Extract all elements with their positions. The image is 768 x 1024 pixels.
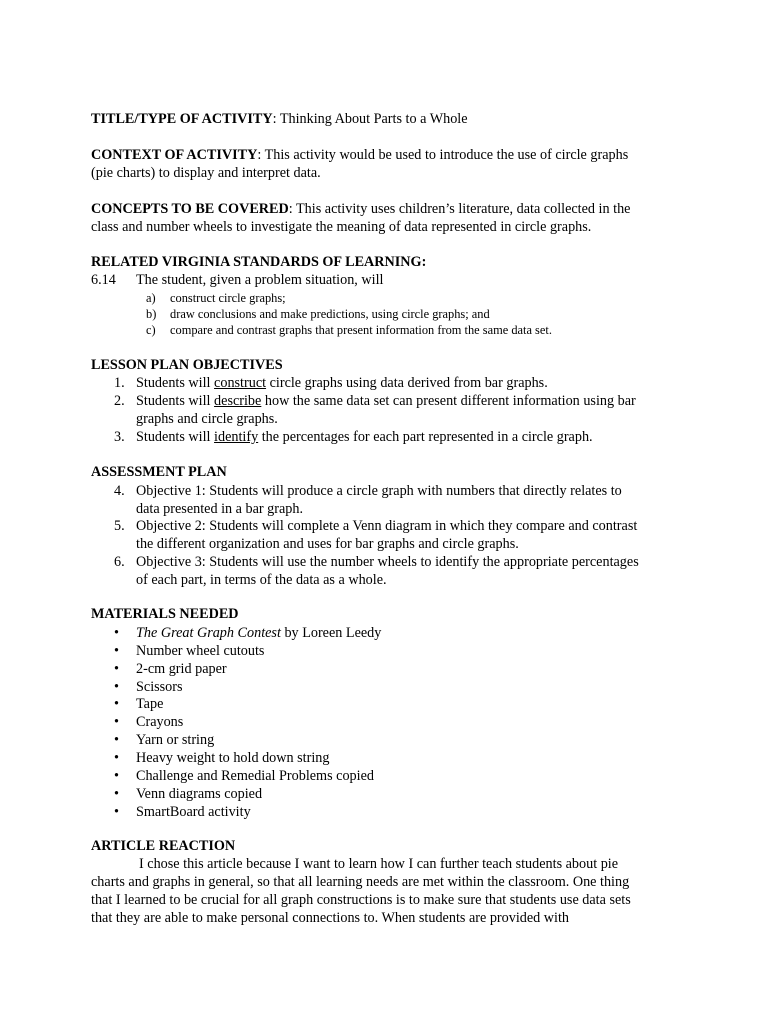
- objective-2-continued: graphs and circle graphs.: [136, 411, 278, 427]
- material-bullet: •: [114, 661, 119, 677]
- material-item: Tape: [136, 696, 164, 712]
- assessment-4-line-2: data presented in a bar graph.: [136, 501, 304, 517]
- reaction-heading: ARTICLE REACTION: [91, 838, 236, 854]
- context-line-2: (pie charts) to display and interpret data.: [91, 165, 321, 181]
- material-item: Venn diagrams copied: [136, 786, 263, 802]
- objective-3-keyword: identify: [214, 429, 259, 445]
- material-item: Crayons: [136, 714, 184, 730]
- material-bullet: •: [114, 732, 119, 748]
- objective-2-pre: Students will: [136, 393, 215, 409]
- objective-3-post: the percentages for each part represented in a circle graph.: [258, 429, 593, 445]
- assessment-5-line-2: the different organization and uses for bar graphs and circle graphs.: [136, 536, 519, 552]
- material-item: Number wheel cutouts: [136, 643, 265, 659]
- material-item: Challenge and Remedial Problems copied: [136, 768, 374, 784]
- reaction-line-2: charts and graphs in general, so that all learning needs are met within the classroom. One thing: [91, 874, 630, 890]
- concepts-line-2: class and number wheels to investigate the meaning of data represented in circle graphs.: [91, 219, 592, 235]
- assessment-6-number: 6.: [114, 554, 125, 570]
- standards-heading: RELATED VIRGINIA STANDARDS OF LEARNING:: [91, 254, 427, 270]
- standard-item-a-marker: a): [146, 291, 156, 305]
- objective-1: [136, 375, 548, 393]
- material-item: Heavy weight to hold down string: [136, 750, 330, 766]
- objective-1-pre: Students will: [136, 375, 215, 391]
- standard-code: 6.14: [91, 272, 116, 288]
- material-book-author: by Loreen Leedy: [280, 625, 382, 641]
- standard-stem: The student, given a problem situation, will: [136, 272, 384, 288]
- assessment-5-number: 5.: [114, 518, 125, 534]
- material-bullet: •: [114, 643, 119, 659]
- material-bullet: •: [114, 768, 119, 784]
- context-line-1: [91, 147, 628, 165]
- material-bullet: •: [114, 679, 119, 695]
- objective-1-number: 1.: [114, 375, 125, 391]
- objectives-heading: LESSON PLAN OBJECTIVES: [91, 357, 283, 373]
- assessment-6-line-2: of each part, in terms of the data as a whole.: [136, 572, 387, 588]
- concepts-line-1: [91, 201, 630, 219]
- standard-item-c: compare and contrast graphs that present information from the same data set.: [170, 323, 552, 337]
- material-bullet: •: [114, 696, 119, 712]
- material-item: SmartBoard activity: [136, 804, 251, 820]
- material-bullet: •: [114, 625, 119, 641]
- material-bullet: •: [114, 714, 119, 730]
- material-bullet: •: [114, 804, 119, 820]
- assessment-6-line-1: Objective 3: Students will use the number wheels to identify the appropriate percentages: [136, 554, 639, 570]
- reaction-line-3: that I learned to be crucial for all graph constructions is to make sure that students use data sets: [91, 892, 631, 908]
- assessment-4-number: 4.: [114, 483, 125, 499]
- concepts-text-1: : This activity uses children’s literature, data collected in the: [288, 201, 631, 217]
- title-label: TITLE/TYPE OF ACTIVITY: [91, 111, 273, 127]
- concepts-label: CONCEPTS TO BE COVERED: [91, 201, 289, 217]
- material-item: 2-cm grid paper: [136, 661, 227, 677]
- materials-heading: MATERIALS NEEDED: [91, 606, 239, 622]
- title-text: : Thinking About Parts to a Whole: [272, 111, 468, 127]
- standard-item-c-marker: c): [146, 323, 156, 337]
- objective-2-keyword: describe: [214, 393, 262, 409]
- objective-2: [136, 393, 636, 411]
- objective-3-number: 3.: [114, 429, 125, 445]
- assessment-5-line-1: Objective 2: Students will complete a Venn diagram in which they compare and contrast: [136, 518, 638, 534]
- objective-3-pre: Students will: [136, 429, 215, 445]
- activity-title: [91, 111, 468, 129]
- objective-3: [136, 429, 593, 447]
- material-book: [136, 625, 381, 643]
- objective-2-post: how the same data set can present different information using bar: [261, 393, 636, 409]
- reaction-line-1: I chose this article because I want to learn how I can further teach students about pie: [139, 856, 619, 872]
- assessment-heading: ASSESSMENT PLAN: [91, 464, 227, 480]
- standard-item-a: construct circle graphs;: [170, 291, 286, 305]
- objective-1-post: circle graphs using data derived from bar graphs.: [266, 375, 548, 391]
- standard-item-b-marker: b): [146, 307, 157, 321]
- context-text-1: : This activity would be used to introduce the use of circle graphs: [257, 147, 629, 163]
- material-item: Scissors: [136, 679, 183, 695]
- objective-1-keyword: construct: [214, 375, 267, 391]
- material-item: Yarn or string: [136, 732, 215, 748]
- standard-item-b: draw conclusions and make predictions, using circle graphs; and: [170, 307, 490, 321]
- material-bullet: •: [114, 786, 119, 802]
- material-bullet: •: [114, 750, 119, 766]
- assessment-4-line-1: Objective 1: Students will produce a circle graph with numbers that directly relates to: [136, 483, 622, 499]
- material-book-title: The Great Graph Contest: [136, 625, 281, 641]
- reaction-line-4: that they are able to make personal connections to. When students are provided with: [91, 910, 570, 926]
- objective-2-number: 2.: [114, 393, 125, 409]
- context-label: CONTEXT OF ACTIVITY: [91, 147, 258, 163]
